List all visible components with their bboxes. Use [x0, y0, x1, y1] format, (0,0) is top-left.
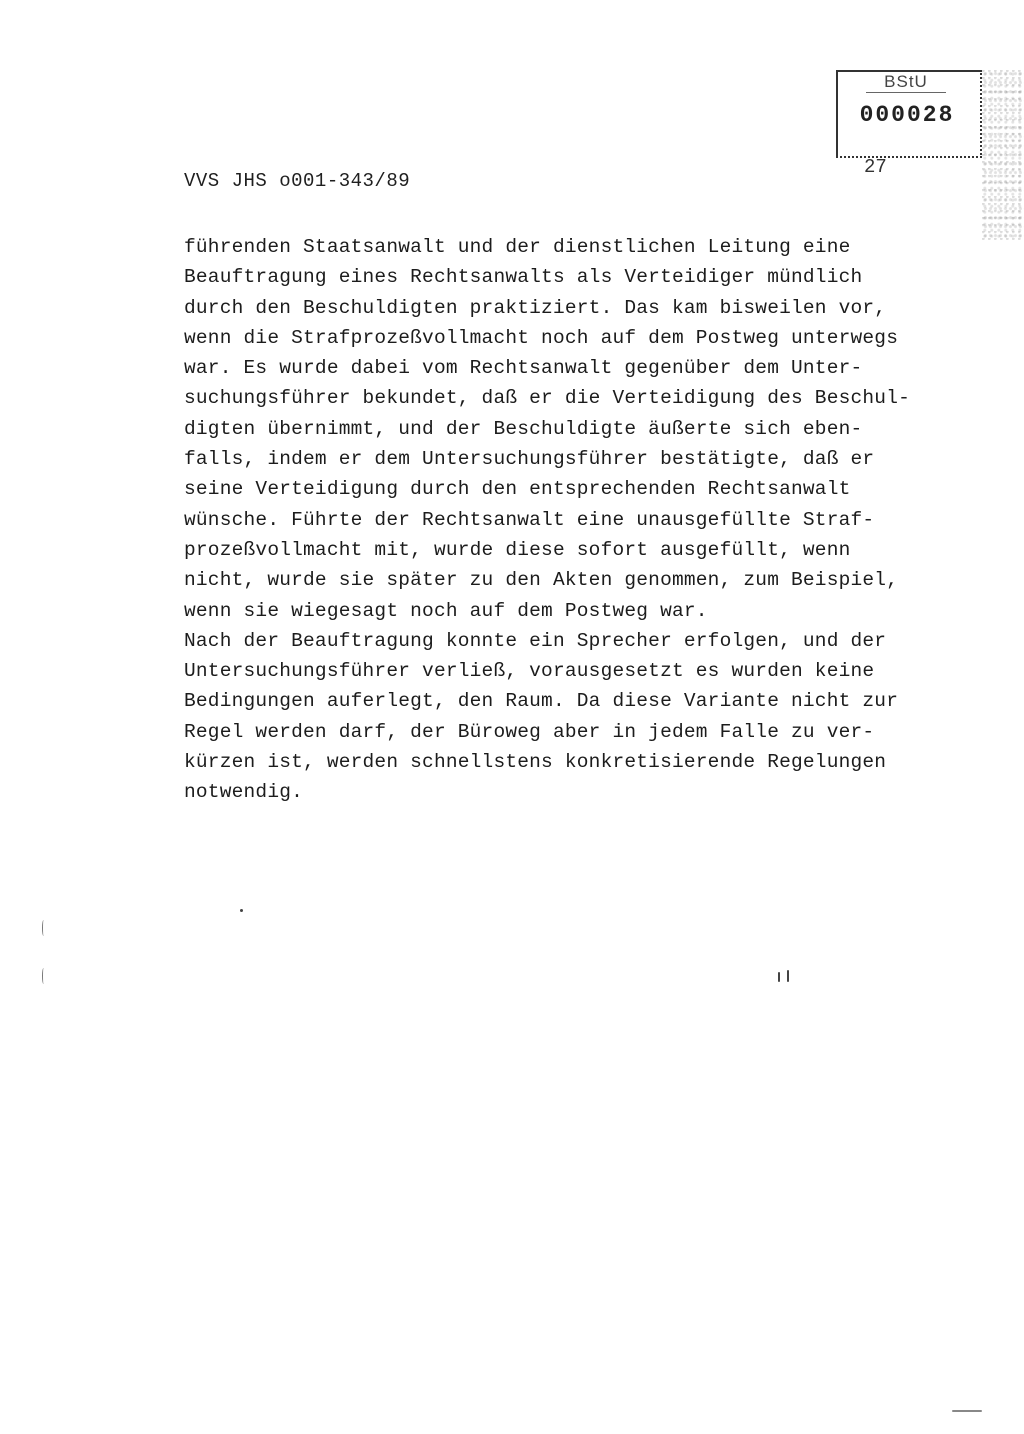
body-line: durch den Beschuldigten praktiziert. Das kam bisweilen vor, — [184, 296, 887, 319]
body-line: Nach der Beauftragung konnte ein Sprecher erfolgen, und der — [184, 629, 887, 652]
body-line: digten übernimmt, und der Beschuldigte äußerte sich eben- — [184, 417, 863, 440]
scan-speck — [787, 970, 789, 982]
body-line: seine Verteidigung durch den entsprechenden Rechtsanwalt — [184, 478, 851, 501]
body-line: suchungsführer bekundet, daß er die Verteidigung des Beschul- — [184, 387, 911, 410]
page-number: 27 — [864, 156, 887, 178]
body-line: wünsche. Führte der Rechtsanwalt eine unausgefüllte Straf- — [184, 508, 875, 531]
body-line: wenn die Strafprozeßvollmacht noch auf dem Postweg unterwegs — [184, 326, 899, 349]
body-line: wenn sie wiegesagt noch auf dem Postweg war. — [184, 599, 708, 622]
body-line: Bedingungen auferlegt, den Raum. Da diese Variante nicht zur — [184, 690, 899, 713]
body-line: führenden Staatsanwalt und der dienstlichen Leitung eine — [184, 236, 851, 258]
body-line: nicht, wurde sie später zu den Akten genommen, zum Beispiel, — [184, 569, 899, 592]
margin-mark — [42, 968, 45, 984]
archive-stamp-number: 000028 — [859, 102, 955, 128]
body-line: Regel werden darf, der Büroweg aber in jedem Falle zu ver- — [184, 720, 875, 743]
document-reference: VVS JHS o001-343/89 — [184, 170, 411, 192]
body-line: Beauftragung eines Rechtsanwalts als Verteidiger mündlich — [184, 266, 863, 289]
body-line: falls, indem er dem Untersuchungsführer bestätigte, daß er — [184, 448, 875, 471]
body-line: prozeßvollmacht mit, wurde diese sofort ausgefüllt, wenn — [184, 538, 851, 561]
margin-mark — [42, 920, 45, 936]
document-body — [184, 232, 944, 808]
scan-speck — [952, 1410, 982, 1412]
photocopy-edge-noise — [982, 70, 1024, 240]
body-line: war. Es wurde dabei vom Rechtsanwalt gegenüber dem Unter- — [184, 357, 863, 380]
body-line: Untersuchungsführer verließ, vorausgesetzt es wurden keine — [184, 660, 875, 683]
archive-stamp-title: BStU — [866, 72, 946, 93]
body-line: notwendig. — [184, 781, 304, 804]
body-line: kürzen ist, werden schnellstens konkretisierende Regelungen — [184, 751, 887, 774]
scan-speck — [240, 909, 243, 912]
scan-speck — [778, 972, 780, 982]
